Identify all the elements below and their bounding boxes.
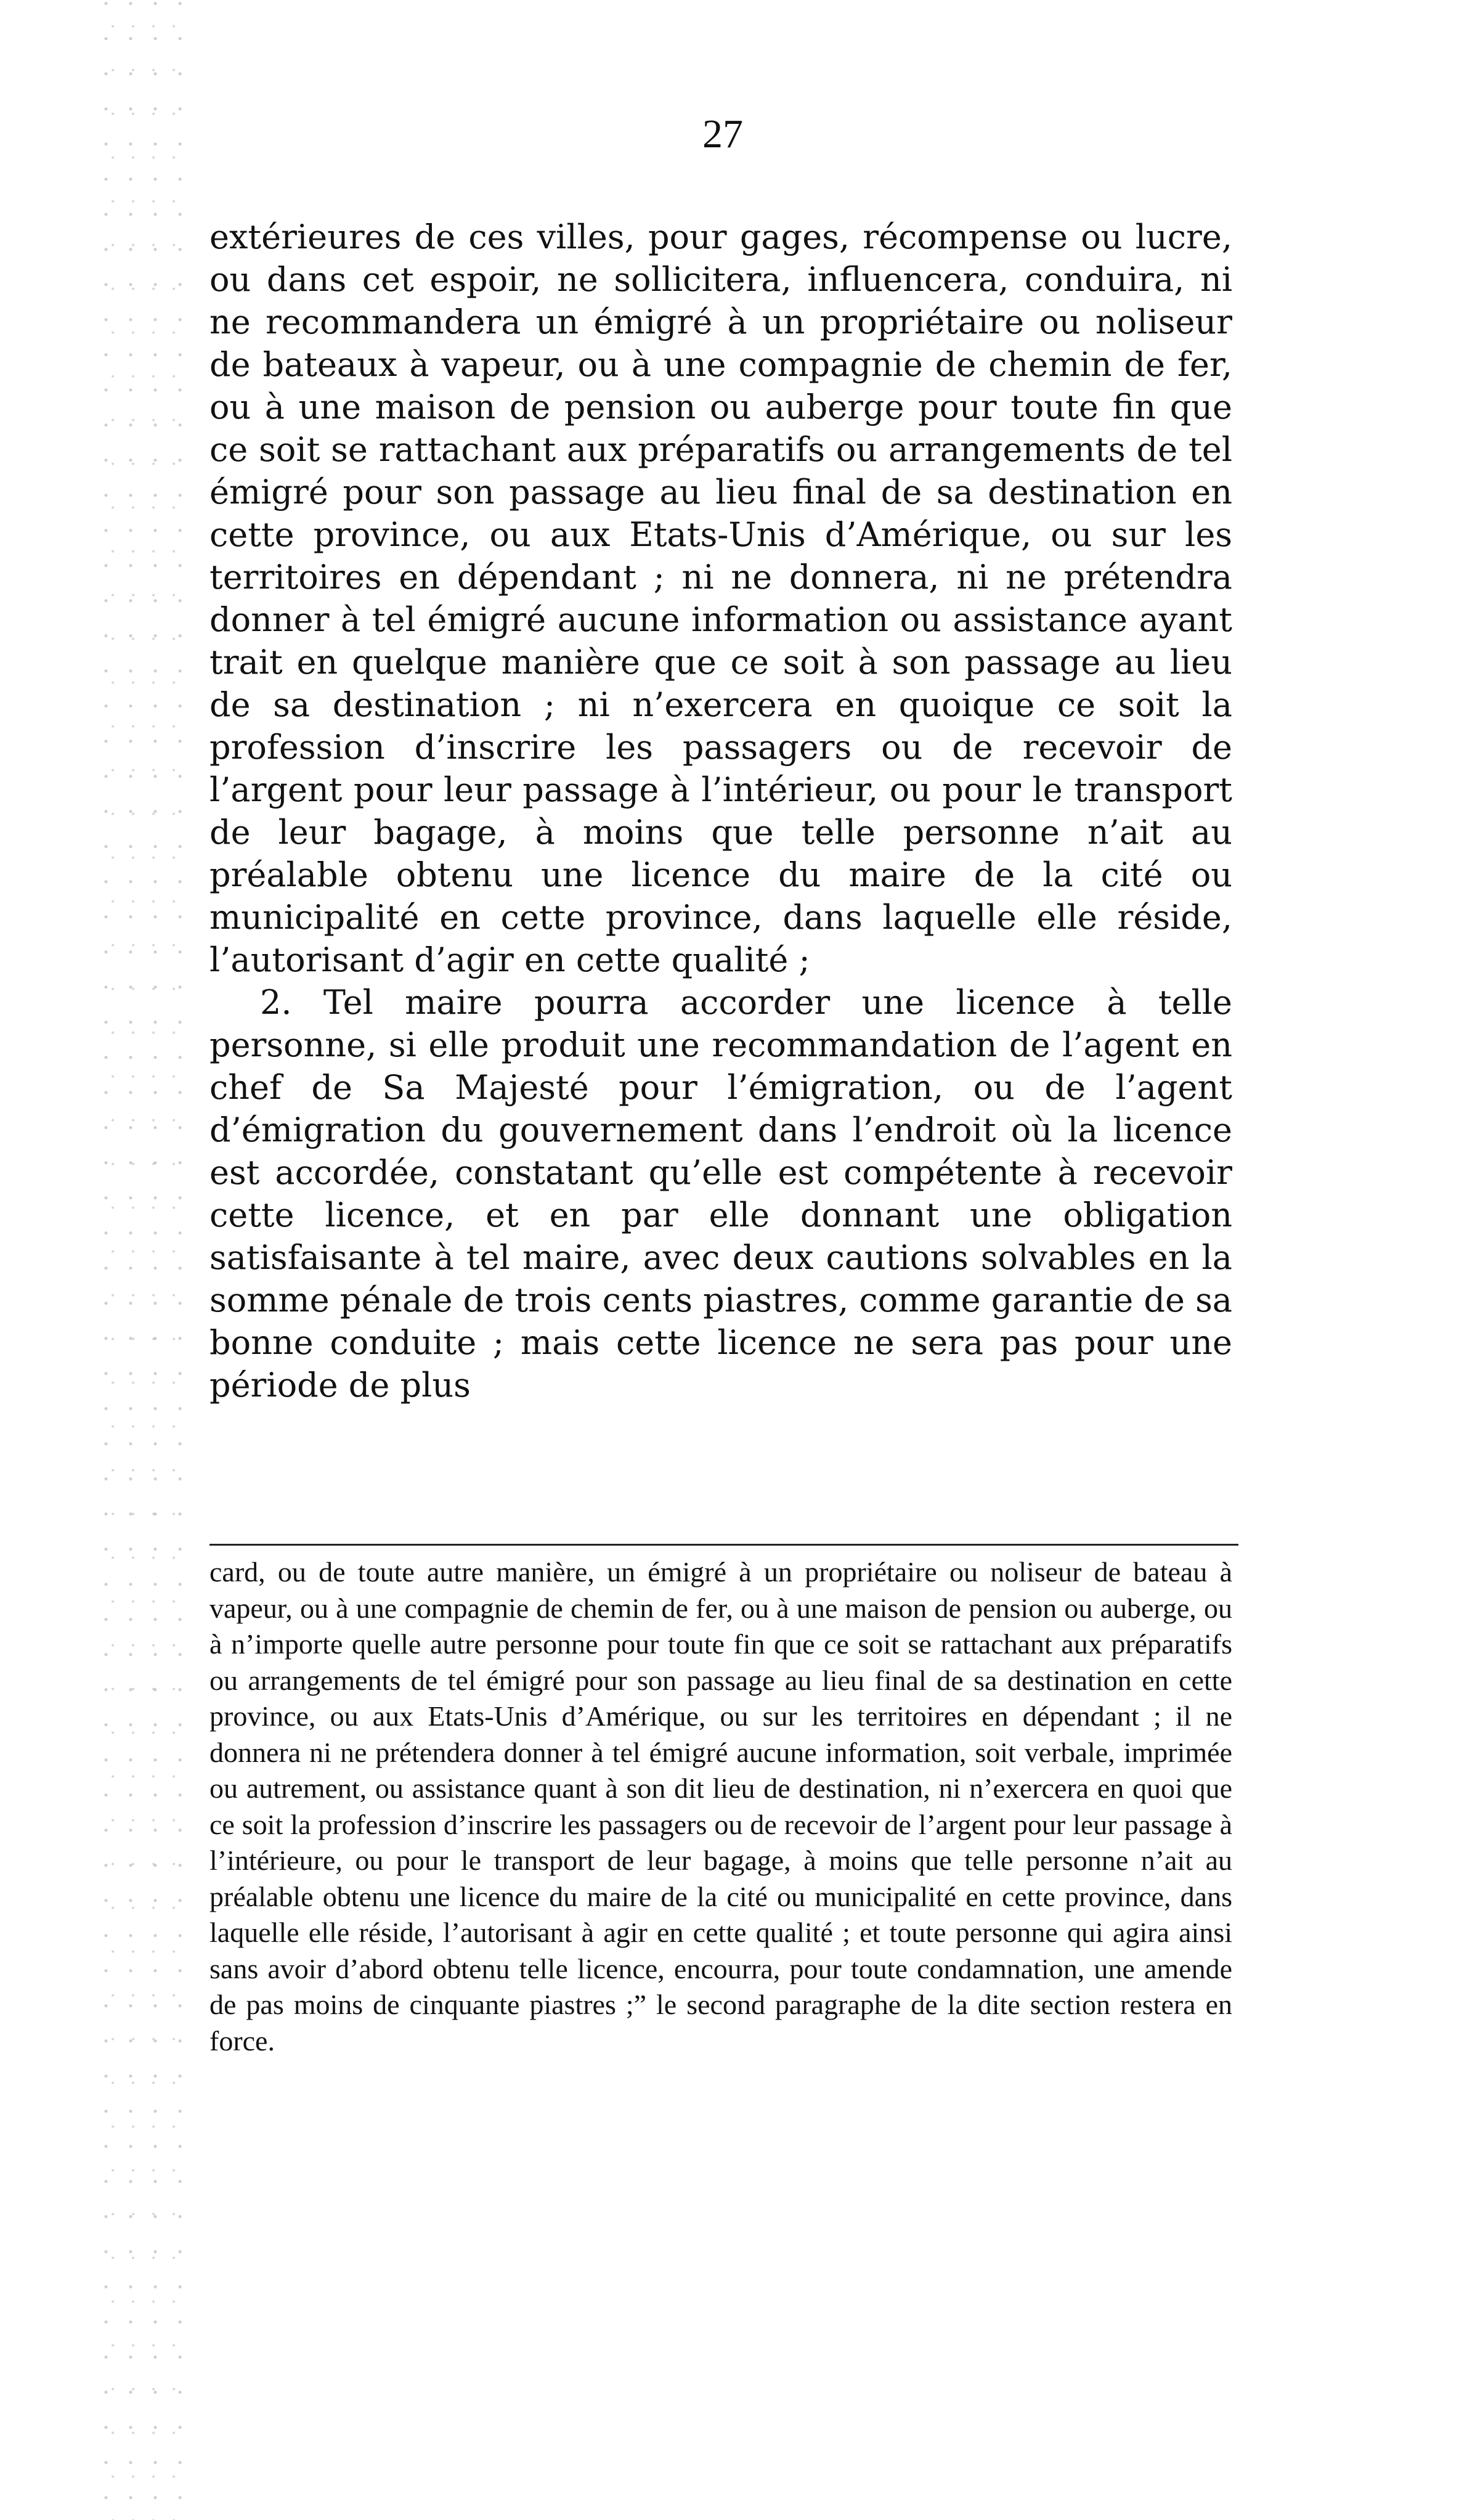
page-number: 27 <box>702 112 743 157</box>
paragraph-2: 2. Tel maire pourra accorder une licence à telle personne, si elle produit une recommandation de l’agent en chef de Sa Majesté pour l’émigration, ou de l’agent d’émigration du gouvernement dans l’endroit où la licence est accordée, constatant qu’elle est compétente à recevoir cette licence, et en par elle donnant une obligation satisfaisante à tel maire, avec deux cautions solvables en la somme pénale de trois cents piastres, comme garantie de sa bonne conduite ; mais cette licence ne sera pas pour une période de plus <box>209 983 1232 1405</box>
footnote <box>209 1554 1232 2059</box>
main-text <box>209 216 1232 1406</box>
footnote-text: card, ou de toute autre manière, un émigré à un propriétaire ou noliseur de bateau à vapeur, ou à une compagnie de chemin de fer, ou à une maison de pension ou auberge, ou à n’importe quelle autre personne pour toute fin que ce soit se rattachant aux préparatifs ou arrangements de tel émigré pour son passage au lieu final de sa destination en cette province, ou aux Etats-Unis d’Amérique, ou sur les territoires en dépendant ; il ne donnera ni ne prétendera donner à tel émigré aucune information, soit verbale, imprimée ou autrement, ou assistance quant à son dit lieu de destination, ni n’exercera en quoi que ce soit la profession d’inscrire les passagers ou de recevoir de l’argent pour leur passage à l’intérieure, ou pour le transport de leur bagage, à moins que telle personne n’ait au préalable obtenu une licence du maire de la cité ou municipalité en cette province, dans laquelle elle réside, l’autorisant à agir en cette qualité ; et toute personne qui agira ainsi sans avoir d’abord obtenu telle licence, encourra, pour toute condamnation, une amende de pas moins de cinquante piastres ;” le second paragraphe de la dite section restera en force. <box>209 1556 1232 2057</box>
footnote-separator <box>209 1544 1238 1546</box>
paragraph-continued: extérieures de ces villes, pour gages, récompense ou lucre, ou dans cet espoir, ne sollicitera, influencera, conduira, ni ne recommandera un émigré à un propriétaire ou noliseur de bateaux à vapeur, ou à une compagnie de chemin de fer, ou à une maison de pension ou auberge pour toute fin que ce soit se rattachant aux préparatifs ou arrangements de tel émigré pour son passage au lieu final de sa destination en cette province, ou aux Etats-Unis d’Amérique, ou sur les territoires en dépendant ; ni ne donnera, ni ne prétendra donner à tel émigré aucune information ou assistance ayant trait en quelque manière que ce soit à son passage au lieu de sa destination ; ni n’exercera en quoique ce soit la profession d’inscrire les passagers ou de recevoir de l’argent pour leur passage à l’intérieur, ou pour le transport de leur bagage, à moins que telle personne n’ait au préalable obtenu une licence du maire de la cité ou municipalité en cette province, dans laquelle elle réside, l’autorisant d’agir en cette qualité ; <box>209 218 1232 979</box>
scan-edge-noise <box>99 0 191 2520</box>
